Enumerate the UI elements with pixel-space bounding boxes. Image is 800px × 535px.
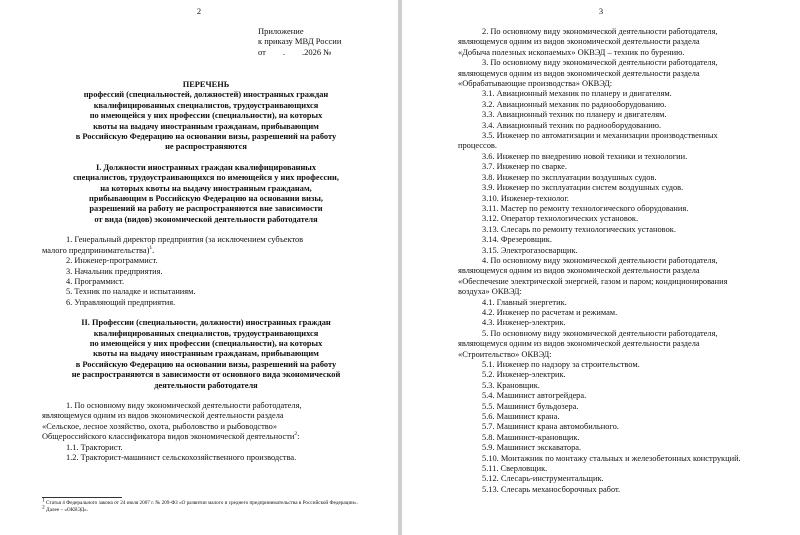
list-item: 3.7. Инженер по сварке. (482, 162, 567, 172)
list-item: 4.3. Инженер-электрик. (482, 318, 566, 328)
list-item: 1.1. Тракторист. (66, 442, 123, 452)
footnote-ref: 2 (294, 431, 298, 438)
list-item: 3.2. Авиационный механик по радиооборудованию. (482, 99, 667, 109)
paragraph-line: 3.5. Инженер по автоматизации и механизации производственных (482, 131, 718, 141)
heading-line: прибывающим в Российскую Федерацию на основании визы, (89, 194, 323, 204)
appendix-line: Приложение (258, 26, 304, 36)
paragraph-line: являющемуся одним из видов экономической деятельности раздела (42, 411, 284, 421)
right-content (458, 27, 772, 495)
list-item: 3.6. Инженер по внедрению новой техники и технологии. (482, 151, 688, 161)
section-2-heading (42, 318, 370, 391)
list-item: 5.4. Машинист автогрейдера. (482, 391, 587, 401)
paragraph-line: являющемуся одним из видов экономической деятельности раздела (458, 339, 700, 349)
list-item: 5.11. Сверловщик. (482, 464, 548, 474)
list-item: 3.11. Мастер по ремонту технологического оборудования. (482, 203, 689, 213)
subtitle-line: квоты на выдачу иностранным гражданам, прибывающим (93, 121, 319, 131)
section-2-paragraph: 1. По основному виду экономической деятельности работодателя, являющемуся одним из видов экономической деятельности раздела «Сельское, лесное хозяйство, охота, рыболовство и рыбоводство» Общероссийского классификатора видов экономической деятельности$^2$: (42, 401, 370, 443)
paragraph-line: «Обрабатывающие производства» ОКВЭД: (458, 79, 613, 89)
list-item: 3.4. Авиационный техник по радиооборудованию. (482, 120, 662, 130)
paragraph-line: Общероссийского классификатора видов экономической деятельности (42, 432, 295, 442)
paragraph-line: воздуха» ОКВЭД: (458, 287, 522, 297)
paragraph-line: являющемуся одним из видов экономической деятельности раздела (458, 68, 700, 78)
list-item: 1.2. Тракторист-машинист сельскохозяйственного производства. (66, 453, 297, 462)
heading-line: разрешений на работу не распространяются вне зависимости (89, 204, 323, 214)
page-left (0, 0, 398, 535)
footnote-ref: 1 (149, 244, 153, 251)
page-number: 3 (598, 6, 604, 16)
paragraph-2 (458, 27, 772, 58)
paragraph-5 (458, 329, 772, 360)
list-item: 4.1. Главный энергетик. (482, 297, 567, 307)
list-item: 6. Управляющий предприятия. (66, 297, 176, 307)
paragraph-line: «Сельское, лесное хозяйство, охота, рыболовство и рыбоводство» (42, 421, 278, 431)
heading-line: деятельности работодателя (154, 380, 258, 390)
list-item: 3.12. Оператор технологических установок. (482, 214, 639, 224)
page-number: 2 (196, 6, 202, 16)
paragraph-line: 2. По основному виду экономической деятельности работодателя, (482, 27, 718, 36)
list-item: 4.2. Инженер по расчетам и режимам. (482, 307, 618, 317)
list-item: 3. Начальник предприятия. (66, 266, 163, 276)
footnote-mark: 1 (42, 497, 45, 504)
paragraph-line: «Строительство» ОКВЭД: (458, 349, 552, 359)
heading-line: квоты на выдачу иностранным гражданам, прибывающим (93, 349, 319, 359)
list-item: 3.9. Инженер по эксплуатации систем воздушных судов. (482, 183, 684, 193)
paragraph-line: малого предпринимательства) (42, 245, 150, 255)
footnote-text: Далее – «ОКВЭД». (44, 506, 88, 513)
list-item: 5.1. Инженер по надзору за строительством. (482, 360, 640, 369)
paragraph-4 (458, 256, 772, 298)
heading-line: II. Профессии (специальности, должности) иностранных граждан (81, 318, 331, 328)
list-item: 3.3. Авиационный техник по планеру и двигателям. (482, 110, 667, 120)
appendix-block (258, 26, 341, 57)
footnotes (42, 497, 360, 513)
paragraph-line: «Обеспечение электрической энергией, газом и паром; кондиционирования (458, 276, 728, 286)
paragraph-line: процессов. (458, 141, 497, 151)
paragraph-line: 1. Генеральный директор предприятия (за исключением субъектов (66, 235, 304, 245)
list-item: 3.10. Инженер-технолог. (482, 193, 569, 203)
paragraph-3 (458, 58, 772, 89)
subtitle-line: квалифицированных специалистов, трудоустраивающихся (93, 100, 319, 110)
left-content (42, 80, 370, 463)
list-item: 5.2. Инженер-электрик. (482, 370, 566, 380)
list-item: 5.8. Машинист-крановщик. (482, 432, 580, 442)
list-item: 5.3. Крановщик. (482, 380, 540, 390)
heading-line: специалистов, трудоустраивающихся по имеющейся у них профессии, (73, 173, 339, 183)
appendix-line: от . .2026 № (258, 46, 332, 57)
list-item: 1. Генеральный директор предприятия (за исключением субъектов малого предпринимательства)$^1$. (42, 235, 370, 256)
subtitle-line: по имеющейся у них профессии (специальности), на которых (89, 111, 323, 121)
list-item: 3.1. Авиационный механик по планеру и двигателям. (482, 89, 672, 99)
document-title (42, 80, 370, 153)
list-item: 3.14. Фрезеровщик. (482, 235, 552, 245)
heading-line: не распространяются в зависимости от основного вида экономической (71, 370, 341, 380)
heading-line: в Российскую Федерацию на основании визы, разрешений на работу (75, 359, 337, 369)
paragraph-line: 4. По основному виду экономической деятельности работодателя, (482, 255, 718, 265)
list-item: 3.15. Электрогазосварщик. (482, 245, 578, 255)
footnote-rule (42, 497, 122, 498)
section-1-heading (42, 163, 370, 225)
appendix-line: к приказу МВД России (258, 36, 342, 47)
list-item: 5.9. Машинист экскаватора. (482, 443, 582, 453)
heading-line: по имеющейся у них профессии (специальности), на которых (89, 338, 323, 348)
heading-line: квалифицированных специалистов, трудоустраивающихся (93, 328, 319, 338)
footnote-text: Статья 4 Федерального закона от 24 июля 2007 г. № 209-ФЗ «О развитии малого и среднего предпринимательства в Российской Федерации». (44, 500, 358, 506)
paragraph-line: «Добыча полезных ископаемых» ОКВЭД – техник по бурению. (458, 47, 685, 57)
subtitle-line: профессий (специальностей, должностей) иностранных граждан (83, 90, 329, 100)
paragraph-line: 5. По основному виду экономической деятельности работодателя, (482, 328, 718, 338)
page-right (402, 0, 800, 535)
subtitle-line: не распространяются (165, 142, 247, 152)
paragraph-line: являющемуся одним из видов экономической деятельности раздела (458, 37, 700, 47)
list-item: 2. Инженер-программист. (66, 256, 158, 266)
list-item: 3.13. Слесарь по ремонту технологических установок. (482, 224, 676, 234)
list-item: 5.13. Слесарь механосборочных работ. (482, 484, 621, 494)
heading-line: I. Должности иностранных граждан квалифицированных (95, 162, 317, 172)
list-item (458, 131, 772, 152)
subtitle-line: в Российскую Федерацию на основании визы, разрешений на работу (75, 132, 337, 142)
footnote-mark: 2 (42, 503, 45, 510)
list-item: 5. Техник по наладке и испытаниям. (66, 287, 196, 297)
heading-line: на которых квоты на выдачу иностранным гражданам, (100, 183, 312, 193)
paragraph-line: 1. По основному виду экономической деятельности работодателя, (66, 400, 302, 410)
heading-line: от вида (видов) экономической деятельности работодателя (94, 214, 318, 224)
list-item: 5.12. Слесарь-инструментальщик. (482, 474, 604, 484)
footnote-1 (42, 497, 360, 507)
list-item: 3.8. Инженер по эксплуатации воздушных судов. (482, 172, 657, 182)
list-item: 5.10. Монтажник по монтажу стальных и железобетонных конструкций. (482, 453, 741, 463)
list-item: 4. Программист. (66, 276, 125, 286)
list-item: 5.5. Машинист бульдозера. (482, 401, 579, 411)
list-item: 5.7. Машинист крана автомобильного. (482, 422, 619, 432)
title-text: ПЕРЕЧЕНЬ (182, 80, 230, 89)
paragraph-line: 3. По основному виду экономической деятельности работодателя, (482, 58, 718, 68)
paragraph-line: являющемуся одним из видов экономической деятельности раздела (458, 266, 700, 276)
list-item: 5.6. Машинист крана. (482, 412, 560, 422)
